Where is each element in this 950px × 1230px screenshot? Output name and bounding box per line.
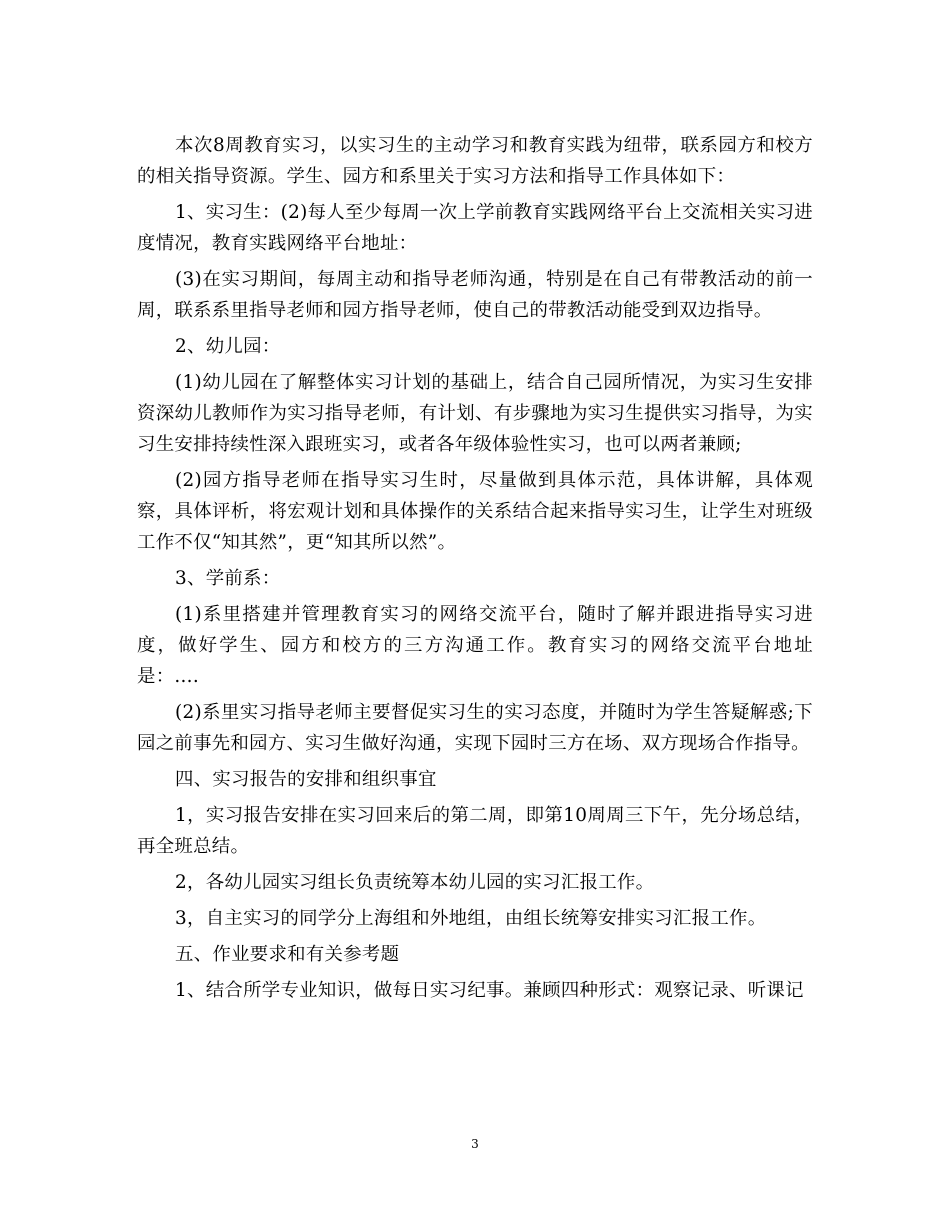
- paragraph-homework-item-1: 1、结合所学专业知识，做每日实习纪事。兼顾四种形式：观察记录、听课记: [175, 980, 804, 1001]
- heading-section-4: 四、实习报告的安排和组织事宜: [175, 769, 437, 790]
- paragraph-intern-item-3: (3)在实习期间，每周主动和指导老师沟通，特别是在自己有带教活动的前一周，联系系里指导老师和园方指导老师，使自己的带教活动能受到双边指导。: [137, 269, 813, 321]
- paragraph-kindergarten-item-2: (2)园方指导老师在指导实习生时，尽量做到具体示范，具体讲解，具体观察，具体评析，将宏观计划和具体操作的关系结合起来指导实习生，让学生对班级工作不仅“知其然”，更“知其所以然”。: [137, 470, 813, 553]
- page-number: 3: [471, 1137, 479, 1151]
- paragraph-kindergarten-item-1: (1)幼儿园在了解整体实习计划的基础上，结合自己园所情况，为实习生安排资深幼儿教师作为实习指导老师，有计划、有步骤地为实习生提供实习指导，为实习生安排持续性深入跟班实习，或者各年级体验性实习，也可以两者兼顾;: [137, 372, 813, 455]
- paragraph-department-item-2: (2)系里实习指导老师主要督促实习生的实习态度，并随时为学生答疑解惑;下园之前事先和园方、实习生做好沟通，实现下园时三方在场、双方现场合作指导。: [137, 702, 813, 754]
- heading-preschool-department: 3、学前系：: [175, 568, 281, 589]
- paragraph-report-item-2: 2，各幼儿园实习组长负责统筹本幼儿园的实习汇报工作。: [175, 872, 655, 893]
- paragraph-department-item-1: (1)系里搭建并管理教育实习的网络交流平台，随时了解并跟进指导实习进度，做好学生、园方和校方的三方沟通工作。教育实习的网络交流平台地址是：....: [137, 604, 813, 687]
- paragraph-intro: 本次8周教育实习，以实习生的主动学习和教育实践为纽带，联系园方和校方的相关指导资源。学生、园方和系里关于实习方法和指导工作具体如下：: [137, 135, 813, 187]
- heading-section-5: 五、作业要求和有关参考题: [175, 944, 400, 965]
- paragraph-intern-item-2: 1、实习生：(2)每人至少每周一次上学前教育实践网络平台上交流相关实习进度情况，教育实践网络平台地址：: [137, 202, 813, 254]
- paragraph-report-item-1: 1，实习报告安排在实习回来后的第二周，即第10周周三下午，先分场总结，再全班总结。: [137, 805, 813, 857]
- heading-kindergarten: 2、幼儿园：: [175, 336, 281, 357]
- paragraph-report-item-3: 3，自主实习的同学分上海组和外地组，由组长统筹安排实习汇报工作。: [175, 908, 767, 929]
- document-body: [137, 130, 813, 1011]
